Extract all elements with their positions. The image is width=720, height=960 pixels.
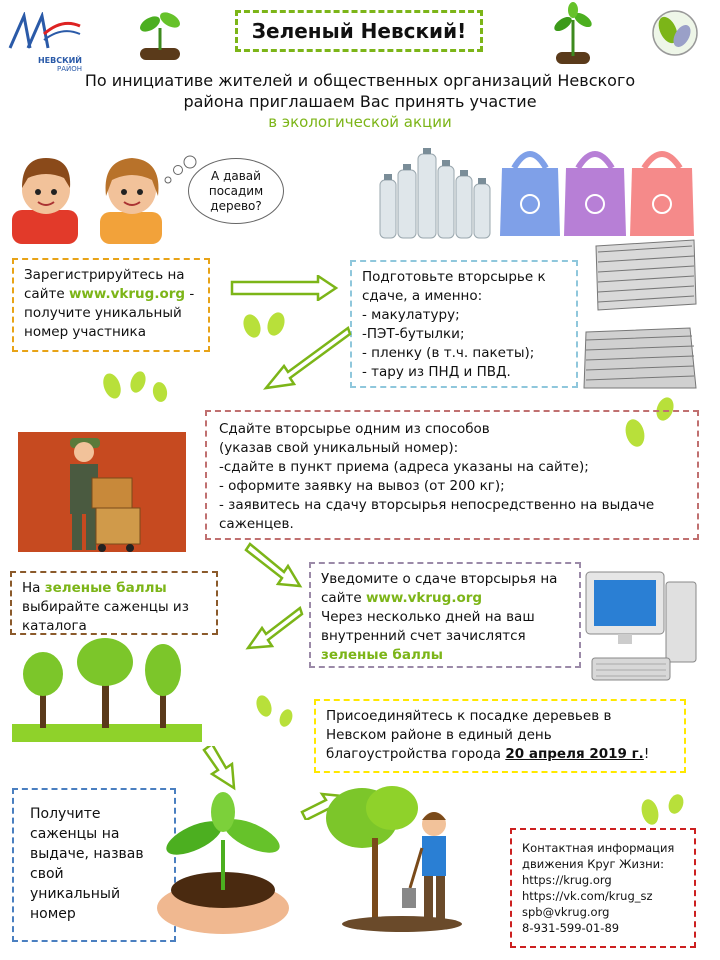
- computer-illustration: [582, 566, 702, 690]
- step1-text-pre: Зарегистрируйтесь на сайте: [24, 267, 185, 302]
- step5-text-pre: Уведомите о сдаче вторсырья на сайте: [321, 571, 558, 606]
- contact-email-link[interactable]: spb@vkrug.org: [522, 905, 610, 919]
- step1-register-box: [12, 258, 210, 352]
- step4-text-post: выбирайте саженцы из каталога: [22, 599, 189, 634]
- step2-item: - макулатуру;: [362, 307, 460, 323]
- logo-line2: РАЙОН: [56, 65, 82, 73]
- step5-site-link[interactable]: www.vkrug.org: [365, 590, 483, 606]
- step3-handover-box: [205, 410, 699, 540]
- plastic-bottles-illustration: [376, 140, 494, 240]
- step4-text-pre: На: [22, 580, 45, 596]
- step1-text-post: - получите уникальный номер участника: [24, 286, 195, 340]
- step2-item: -ПЭТ-бутылки;: [362, 326, 465, 342]
- step2-prepare-box: [350, 260, 578, 388]
- step3-line: -сдайте в пункт приема (адреса указаны на сайте);: [219, 459, 589, 475]
- plastic-bags-illustration: [498, 140, 698, 240]
- seedling-icon: [548, 0, 598, 66]
- intro-line3: в экологической акции: [268, 113, 452, 131]
- intro-text: [40, 70, 680, 133]
- arrow-down-left-icon: [244, 604, 304, 650]
- step6-event-date: 20 апреля 2019 г.: [505, 746, 644, 762]
- contact-website-link[interactable]: https://krug.org: [522, 873, 612, 887]
- children-illustration: [6, 140, 176, 245]
- step5-text-mid: Через несколько дней на ваш внутренний счет зачислятся: [321, 609, 535, 644]
- step6-planting-box: [314, 699, 686, 773]
- step2-item: - пленку (в т.ч. пакеты);: [362, 345, 535, 361]
- step3-line: Сдайте вторсырье одним из способов: [219, 421, 490, 437]
- bubble-text: А давай посадим дерево?: [208, 168, 264, 213]
- step4-choose-box: [10, 571, 218, 635]
- step3-line: - оформите заявку на вывоз (от 200 кг);: [219, 478, 505, 494]
- step2-item: - тару из ПНД и ПВД.: [362, 364, 511, 380]
- arrow-down-right-icon: [244, 540, 304, 590]
- speech-bubble: [188, 158, 284, 224]
- step4-green-points: зеленые баллы: [44, 580, 167, 596]
- step5-notify-box: [309, 562, 581, 668]
- page-title: Зеленый Невский!: [235, 10, 483, 52]
- eco-circle-icon: [650, 8, 700, 58]
- arrow-right-icon: [230, 275, 340, 301]
- sprout-icon: [130, 2, 190, 62]
- step3-line: - заявитесь на сдачу вторсырья непосредственно на выдаче саженцев.: [219, 497, 655, 532]
- leaves-icon: [240, 308, 290, 340]
- trees-illustration: [12, 634, 202, 744]
- paper-stacks-illustration: [582, 232, 702, 392]
- step2-heading: Подготовьте вторсырье к сдаче, а именно:: [362, 269, 546, 304]
- leaves-icon: [252, 692, 300, 732]
- contact-vk-link[interactable]: https://vk.com/krug_sz: [522, 889, 653, 903]
- step5-green-points: зеленые баллы: [321, 647, 443, 663]
- logo-emblem-icon: [6, 12, 82, 52]
- leaves-icon: [636, 790, 690, 830]
- logo-line1: НЕВСКИЙ: [37, 56, 82, 65]
- intro-line1: По инициативе жителей и общественных организаций Невского: [84, 71, 636, 90]
- step3-line: (указав свой уникальный номер):: [219, 440, 459, 456]
- arrow-down-icon: [200, 746, 240, 792]
- contact-heading: Контактная информация движения Круг Жизни:: [522, 841, 675, 871]
- contact-box: [510, 828, 696, 948]
- step1-site-link[interactable]: www.vkrug.org: [68, 286, 186, 302]
- contact-phone: 8-931-599-01-89: [522, 921, 620, 935]
- intro-line2: района приглашаем Вас принять участие: [183, 92, 537, 111]
- step7-text: Получите саженцы на выдаче, назвав свой уникальный номер: [30, 806, 144, 922]
- hands-sprout-illustration: [148, 790, 298, 940]
- leaves-icon: [100, 366, 172, 406]
- man-planting-tree-illustration: [322, 778, 482, 938]
- district-logo: [6, 12, 82, 73]
- worker-illustration: [18, 410, 188, 552]
- step6-text-post: !: [643, 746, 650, 762]
- step6-text-pre: Присоединяйтесь к посадке деревьев в Невском районе в единый день благоустройства города: [326, 708, 612, 762]
